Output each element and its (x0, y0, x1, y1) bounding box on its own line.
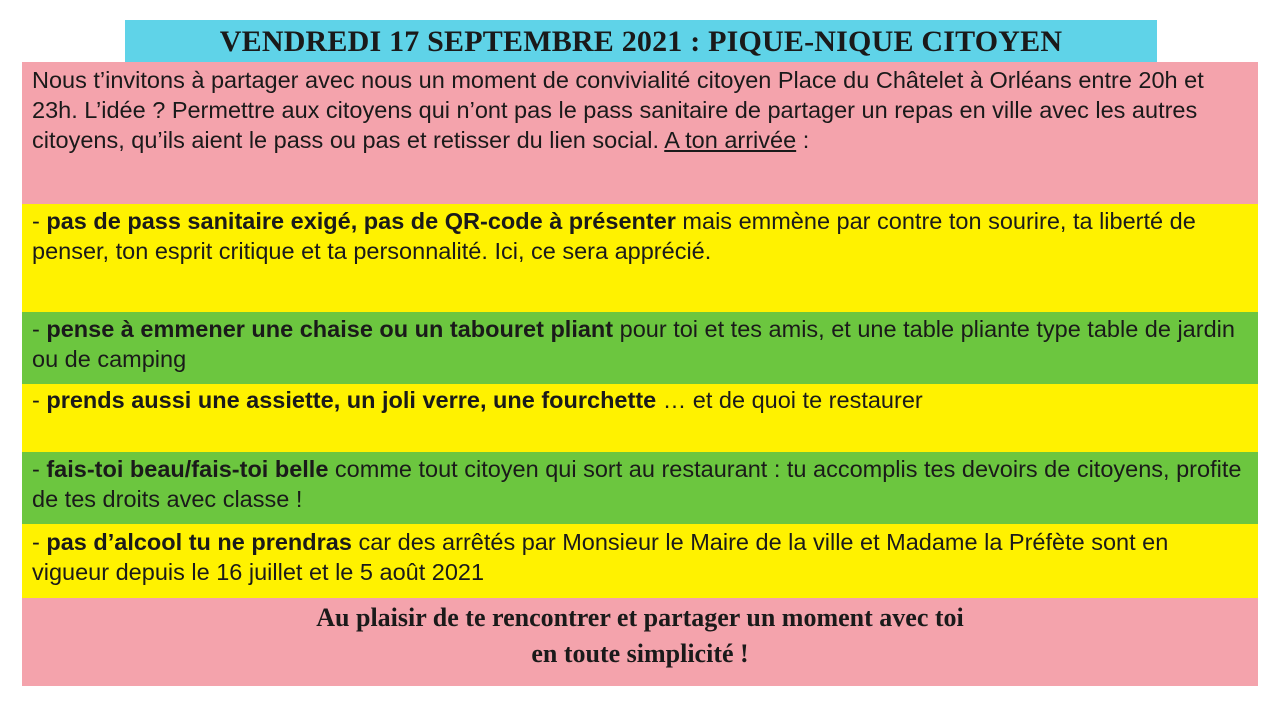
closing-line-1: Au plaisir de te rencontrer et partager un moment avec toi (316, 603, 964, 632)
closing-block (22, 598, 1258, 686)
list-item (22, 204, 1258, 312)
item-text: car des arrêtés par Monsieur le Maire de la ville et Madame la Préfète sont en vigueur depuis le 16 juillet et le 5 août 2021 (32, 529, 1169, 585)
item-text: mais emmène par contre ton sourire, ta liberté de penser, ton esprit critique et ta personnalité. Ici, ce sera apprécié. (32, 208, 1196, 264)
item-prefix: - (32, 456, 47, 482)
arrival-label: A ton arrivée (664, 127, 797, 153)
list-item (22, 524, 1258, 598)
item-prefix: - (32, 529, 47, 555)
item-bold-text: prends aussi une assiette, un joli verre, une fourchette (46, 387, 657, 413)
arrival-suffix: : (796, 127, 810, 153)
item-text: pour toi et tes amis, et une table pliante type table de jardin ou de camping (32, 316, 1235, 372)
page-title: VENDREDI 17 SEPTEMBRE 2021 : PIQUE-NIQUE CITOYEN (125, 20, 1157, 64)
item-bold-text: pense à emmener une chaise ou un tabouret pliant (46, 316, 614, 342)
item-text: … et de quoi te restaurer (656, 387, 923, 413)
list-item (22, 384, 1258, 452)
list-item (22, 452, 1258, 524)
item-prefix: - (32, 387, 47, 413)
item-text: comme tout citoyen qui sort au restaurant : tu accomplis tes devoirs de citoyens, profite de tes droits avec classe ! (32, 456, 1242, 512)
closing-line-2: en toute simplicité ! (531, 639, 749, 668)
intro-text: Nous t’invitons à partager avec nous un moment de convivialité citoyen Place du Châtelet à Orléans entre 20h et 23h. L’idée ? Permettre aux citoyens qui n’ont pas le pass sanitaire de partager un repas en ville avec les autres citoyens, qu’ils aient le pass ou pas et retisser du lien social. (32, 67, 1204, 153)
item-bold-text: fais-toi beau/fais-toi belle (46, 456, 329, 482)
item-prefix: - (32, 316, 47, 342)
intro-block (22, 62, 1258, 204)
item-bold-text: pas d’alcool tu ne prendras (46, 529, 352, 555)
item-bold-text: pas de pass sanitaire exigé, pas de QR-code à présenter (46, 208, 676, 234)
list-item (22, 312, 1258, 384)
item-prefix: - (32, 208, 47, 234)
